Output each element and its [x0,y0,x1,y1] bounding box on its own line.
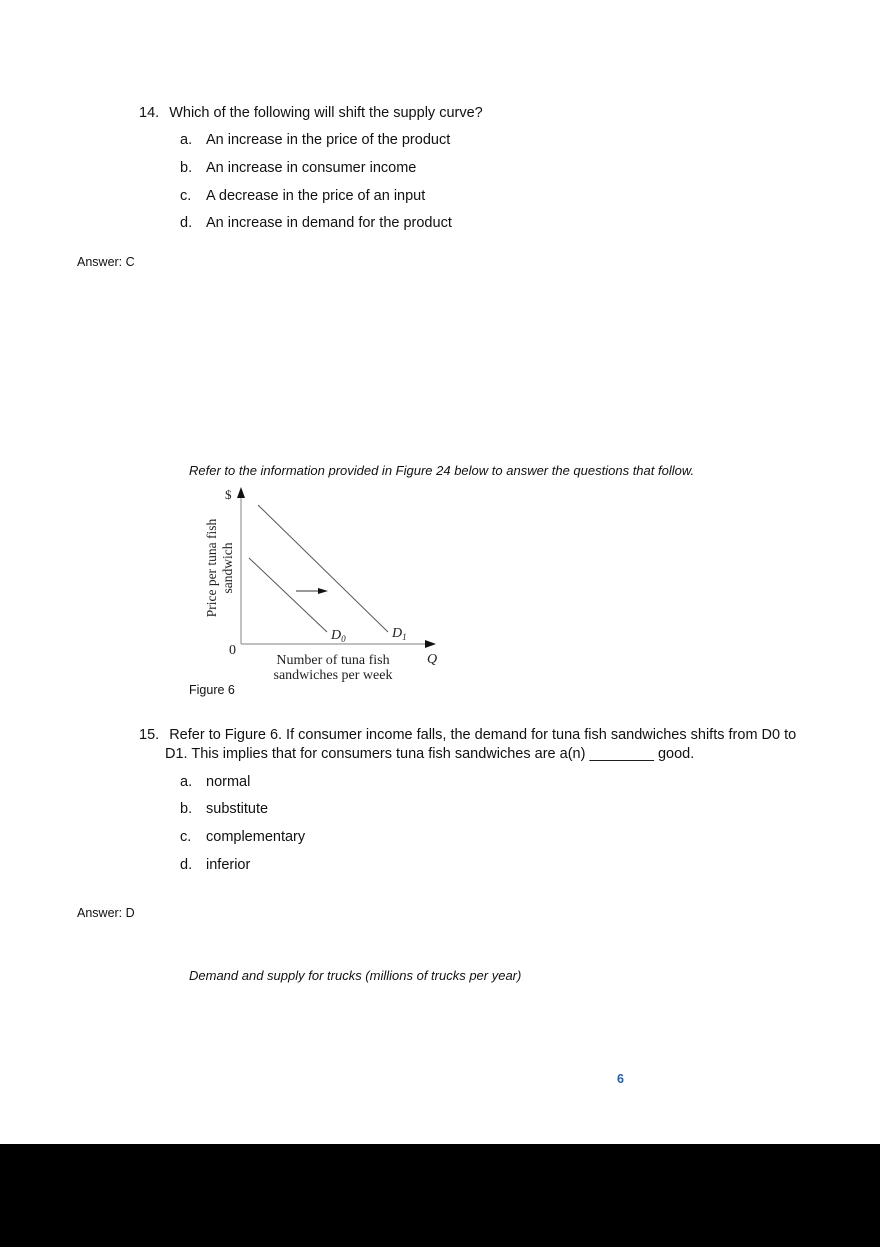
option-text: complementary [206,829,306,845]
x-axis-label-line1: Number of tuna fish [276,653,390,668]
question-15 [139,727,796,743]
section-title: Demand and supply for trucks (millions of trucks per year) [189,968,522,983]
question-text-line1: Refer to Figure 6. If consumer income falls, the demand for tuna fish sandwiches shifts from D0 to [169,727,797,743]
origin-label: 0 [229,643,236,658]
question-14 [139,105,483,121]
option-text: substitute [206,801,269,817]
option-letter: b. [180,160,193,176]
y-axis-label [204,518,235,617]
curve-d1-label: $D_1$ [392,626,407,642]
svg-text:sandwich: sandwich [220,542,235,594]
question-number: 14. [139,105,160,121]
question-text: Which of the following will shift the supply curve? [169,105,483,121]
option-text: An increase in the price of the product [206,132,451,148]
option-text: An increase in consumer income [206,160,417,176]
answer-14: Answer: C [77,255,135,269]
option-b [180,801,268,817]
option-letter: c. [180,188,192,204]
option-letter: d. [180,215,193,231]
page-number: 6 [617,1072,624,1086]
option-c [180,829,305,845]
svg-text:Price per tuna fish: Price per tuna fish [204,518,219,618]
option-letter: b. [180,801,193,817]
option-d [180,215,452,231]
question-text-line2: D1. This implies that for consumers tuna fish sandwiches are a(n) ________ good. [165,746,695,762]
y-axis-symbol: $ [225,487,232,502]
option-c [180,188,425,204]
option-b [180,160,416,176]
option-letter: a. [180,132,193,148]
option-letter: c. [180,829,192,845]
demand-shift-chart [190,480,460,690]
option-text: normal [206,774,251,790]
question-number: 15. [139,727,160,743]
option-text: inferior [206,857,251,873]
option-d [180,857,250,873]
answer-15: Answer: D [77,906,135,920]
y-axis-arrow-icon [237,487,245,498]
option-letter: d. [180,857,193,873]
option-letter: a. [180,774,193,790]
demand-curve-d0 [249,558,327,632]
figure-intro: Refer to the information provided in Figure 24 below to answer the questions that follow. [189,463,695,478]
option-text: A decrease in the price of an input [206,188,426,204]
x-axis-symbol: Q [427,652,438,667]
demand-curve-d1 [258,505,388,632]
option-text: An increase in demand for the product [206,215,452,231]
shift-arrow-icon [318,588,328,594]
figure-caption: Figure 6 [189,683,235,697]
x-axis-arrow-icon [425,640,436,648]
option-a [180,132,450,148]
option-a [180,774,250,790]
x-axis-label-line2: sandwiches per week [273,668,393,683]
curve-d0-label: $D_0$ [331,628,346,644]
